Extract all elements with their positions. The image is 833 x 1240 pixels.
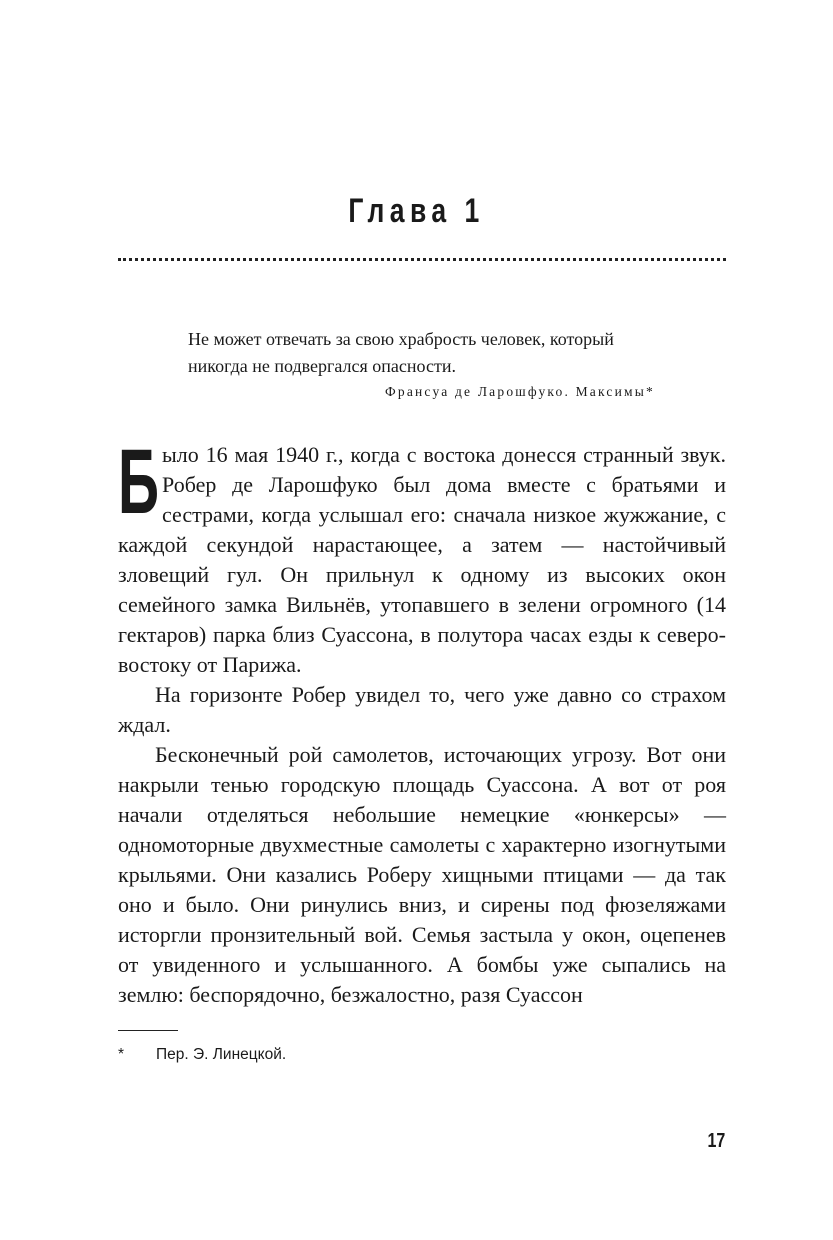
drop-cap: Б [118, 431, 159, 533]
footnote-text: Пер. Э. Линецкой. [156, 1046, 287, 1063]
footnote [118, 1046, 286, 1064]
paragraph-1-text: ыло 16 мая 1940 г., когда с востока донесся странный звук. Робер де Ларошфуко был дома вместе с братьями и сестрами, когда услышал его: сначала низкое жужжание, с каждой секундой нарастающее, а затем — настойчивый зловещий гул. Он прильнул к одному из высоких окон семейного замка Вильнёв, утопавшего в зелени огромного (14 гектаров) парка близ Суассона, в полутора часах езды к северо-востоку от Парижа. [118, 442, 726, 677]
chapter-title: Глава 1 [348, 192, 485, 230]
body-text [118, 431, 726, 1010]
paragraph-3: Бесконечный рой самолетов, источающих угрозу. Вот они накрыли тенью городскую площадь Суассона. А вот от роя начали отделяться небольшие немецкие «юнкерсы» — одномоторные двухместные самолеты с характерно изогнутыми крыльями. Они казались Роберу хищными птицами — да так оно и было. Они ринулись вниз, и сирены под фюзеляжами исторгли пронзительный вой. Семья застыла у окон, оцепенев от увиденного и услышанного. А бомбы уже сыпались на землю: беспорядочно, безжалостно, разя Суассон [118, 742, 726, 1007]
footnote-divider [118, 1030, 178, 1031]
page-number: 17 [707, 1130, 725, 1152]
epigraph-text: Не может отвечать за свою храбрость человек, который никогда не подвергался опасности. [188, 329, 614, 376]
paragraph-1 [118, 431, 726, 680]
dotted-divider [118, 258, 726, 261]
footnote-mark: * [118, 1046, 125, 1063]
epigraph-attribution: Франсуа де Ларошфуко. Максимы* [385, 384, 655, 399]
paragraph-2: На горизонте Робер увидел то, чего уже давно со страхом ждал. [118, 682, 726, 737]
